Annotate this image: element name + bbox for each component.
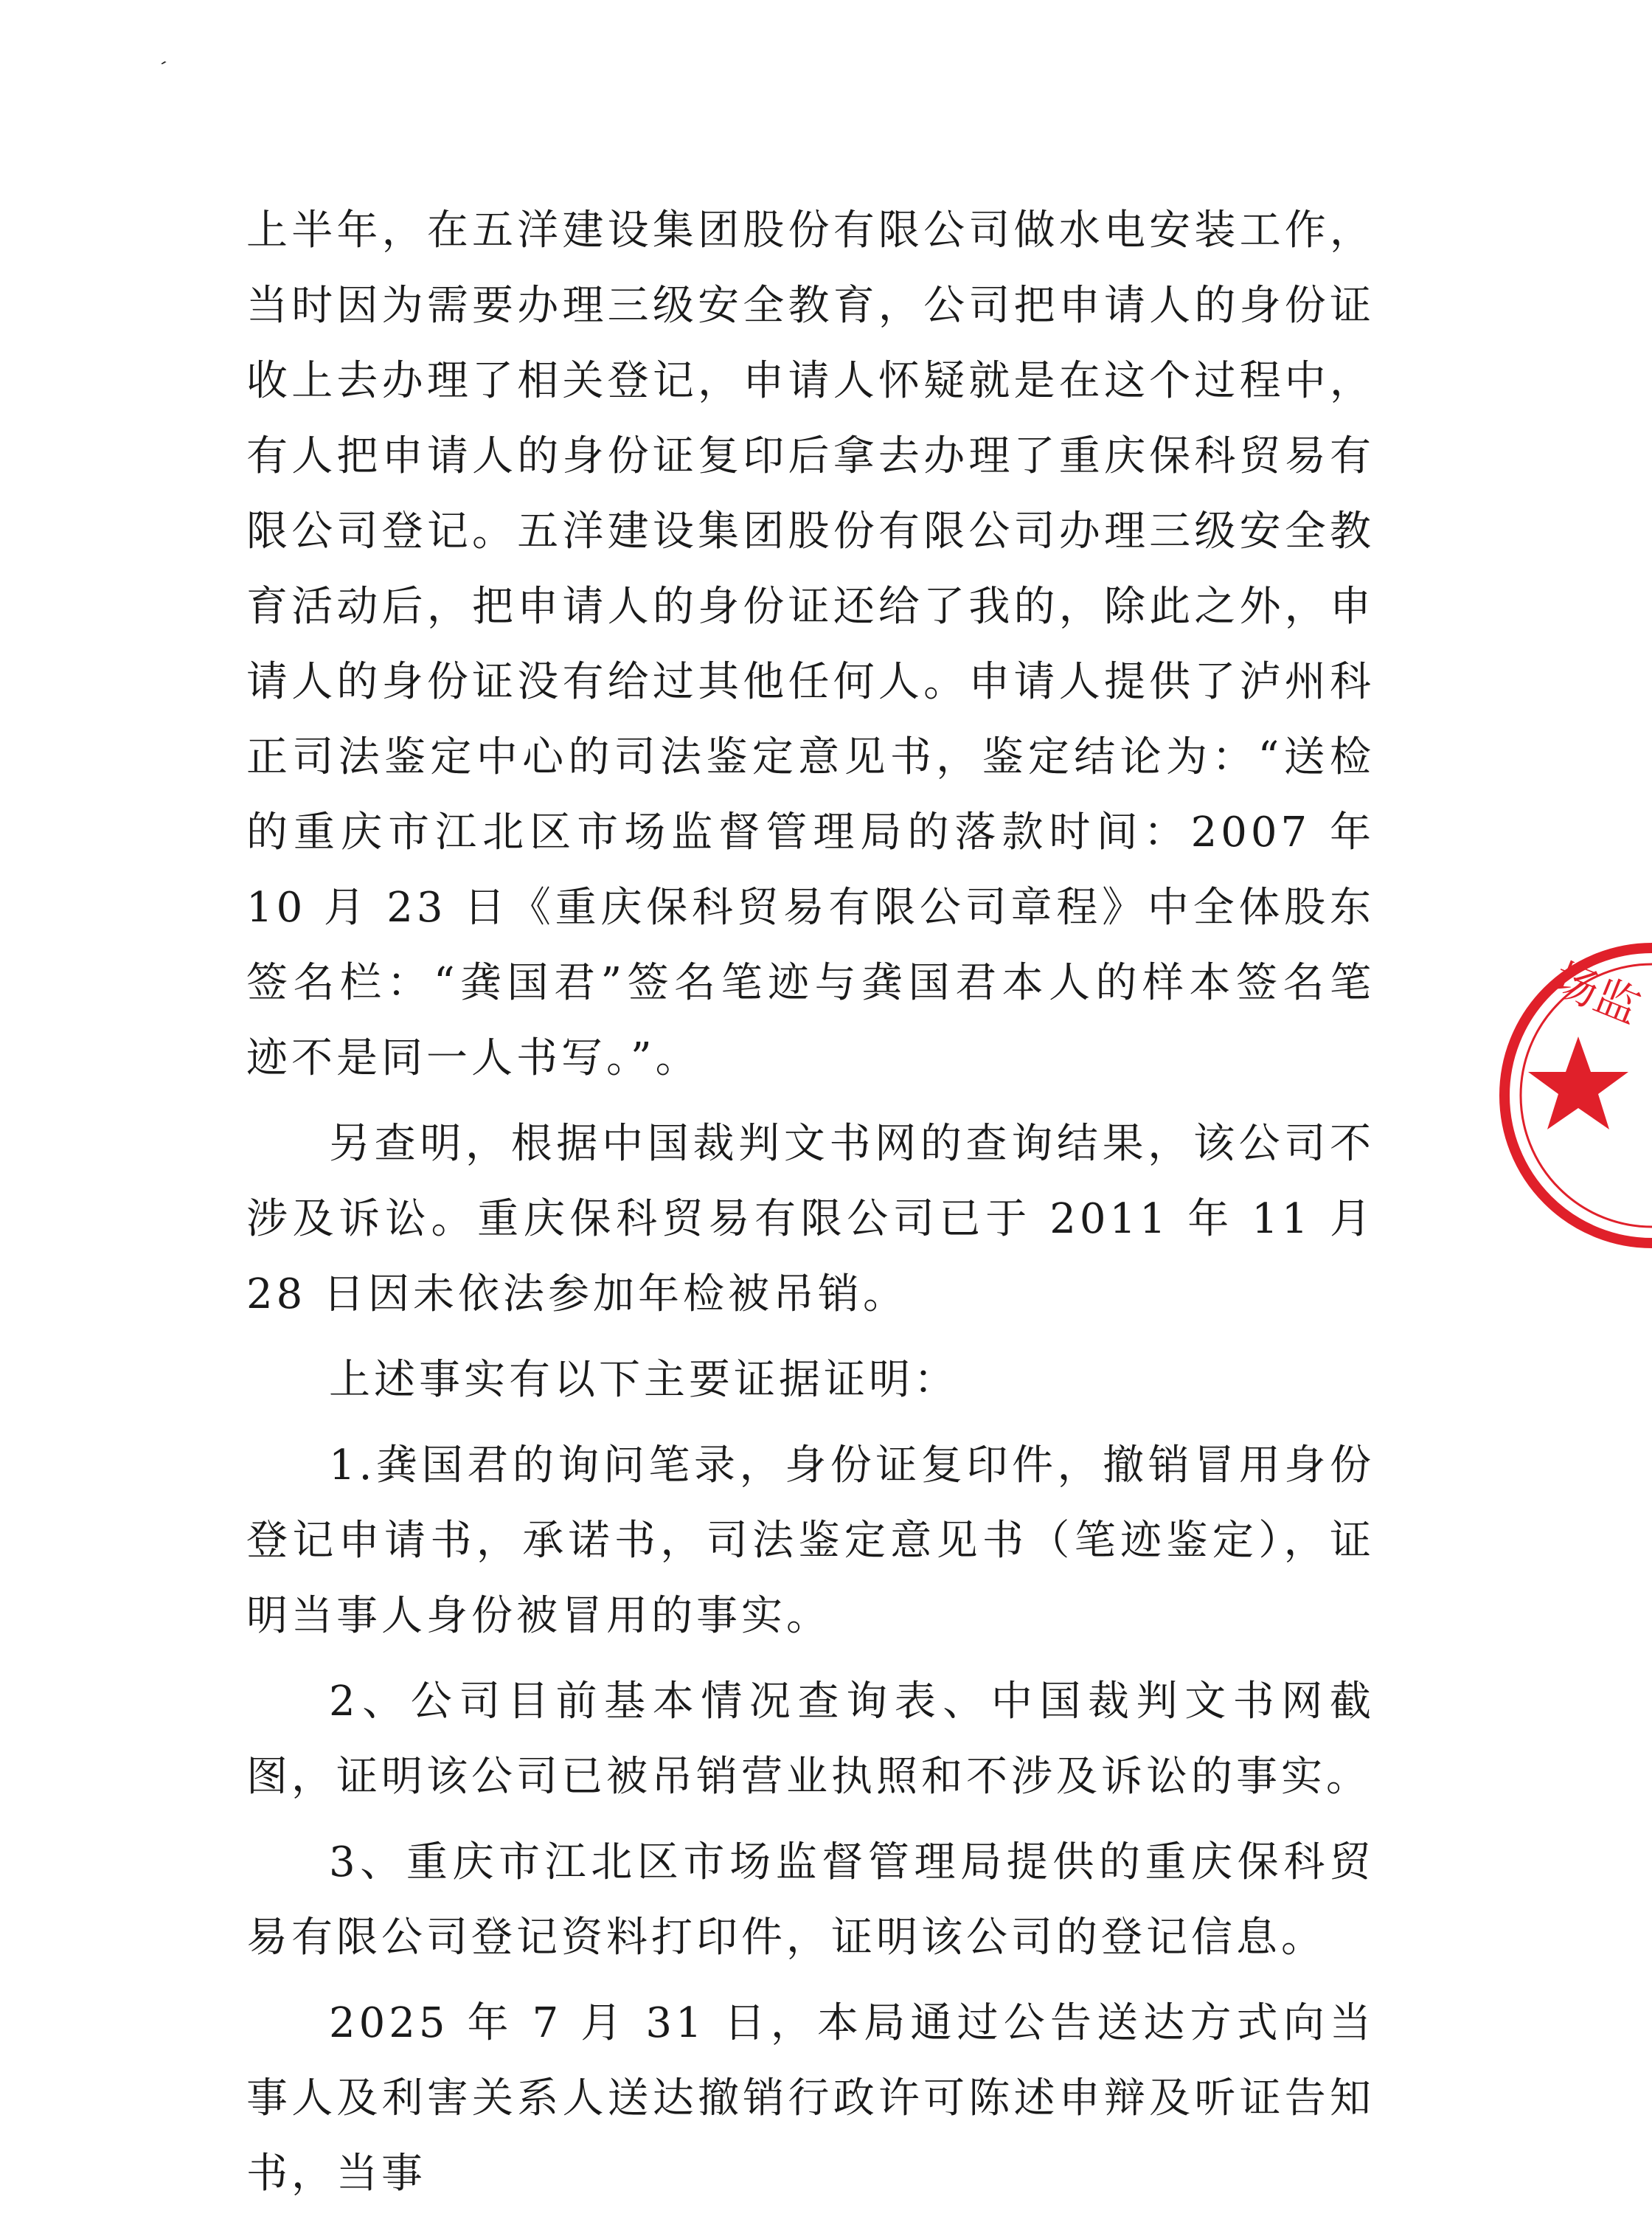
paragraph-3: 上述事实有以下主要证据证明：: [329, 1356, 959, 1404]
paragraph-4: 1.龚国君的询问笔录，身份证复印件，撤销冒用身份登记申请书，承诺书，司法鉴定意见书（笔迹鉴定），证明当事人身份被冒用的事实。: [246, 1441, 1375, 1640]
paragraph-1: 上半年，在五洋建设集团股份有限公司做水电安装工作，当时因为需要办理三级安全教育，公司把申请人的身份证收上去办理了相关登记，申请人怀疑就是在这个过程中，有人把申请人的身份证复印后拿去办理了重庆保科贸易有限公司登记。五洋建设集团股份有限公司办理三级安全教育活动后，把申请人的身份证还给了我的，除此之外，申请人的身份证没有给过其他任何人。申请人提供了泸州科正司法鉴定中心的司法鉴定意见书，鉴定结论为：“送检的重庆市江北区市场监督管理局的落款时间：2007 年 10 月 23 日《重庆保科贸易有限公司章程》中全体股东签名栏：“龚国君”签名笔迹与龚国君本人的样本签名笔迹不是同一人书写。”。: [246, 207, 1375, 1082]
seal-lettering: 场监: [1545, 952, 1648, 1034]
document-body: [246, 193, 1375, 2222]
paragraph-7: 2025 年 7 月 31 日，本局通过公告送达方式向当事人及利害关系人送达撤销行政许可陈述申辩及听证告知书，当事: [246, 1999, 1375, 2198]
paragraph-5: 2、公司目前基本情况查询表、中国裁判文书网截图，证明该公司已被吊销营业执照和不涉及诉讼的事实。: [246, 1678, 1375, 1801]
official-seal-stamp: [1482, 926, 1652, 1265]
paragraph-2: 另查明，根据中国裁判文书网的查询结果，该公司不涉及诉讼。重庆保科贸易有限公司已于 2011 年 11 月 28 日因未依法参加年检被吊销。: [246, 1120, 1375, 1318]
seal-star-icon: [1528, 1036, 1628, 1129]
paragraph-6: 3、重庆市江北区市场监督管理局提供的重庆保科贸易有限公司登记资料打印件，证明该公司的登记信息。: [246, 1838, 1375, 1962]
corner-tick-mark: ˊ: [151, 58, 169, 82]
